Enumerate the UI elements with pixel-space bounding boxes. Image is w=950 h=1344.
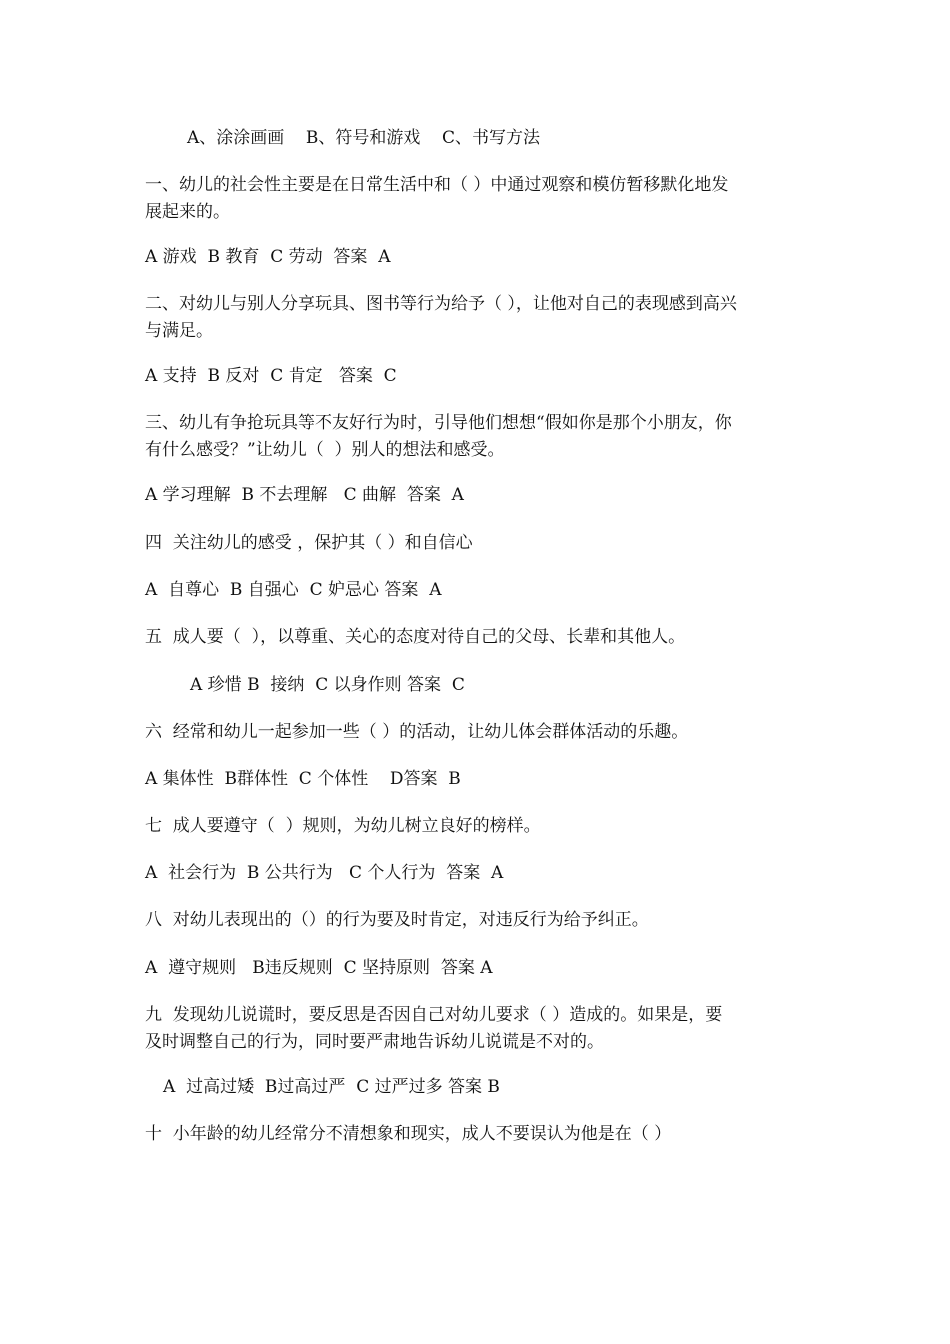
answer-8: A 遵守规则 B违反规则 C 坚持原则 答案 A — [145, 958, 493, 978]
question-9-line-2: 及时调整自己的行为，同时要严肃地告诉幼儿说谎是不对的。 — [145, 1032, 604, 1052]
answer-9: A 过高过矮 B过高过严 C 过严过多 答案 B — [163, 1077, 500, 1097]
answer-5: A 珍惜 B 接纳 C 以身作则 答案 C — [190, 675, 465, 695]
question-2-line-1: 二、对幼儿与别人分享玩具、图书等行为给予（ ），让他对自己的表现感到高兴 — [145, 294, 737, 314]
question-1 — [145, 172, 810, 226]
question-2-line-2: 与满足。 — [145, 321, 213, 341]
answer-1: A 游戏 B 教育 C 劳动 答案 A — [145, 247, 391, 267]
question-7: 七 成人要遵守（ ）规则，为幼儿树立良好的榜样。 — [145, 816, 541, 836]
question-6: 六 经常和幼儿一起参加一些（ ）的活动，让幼儿体会群体活动的乐趣。 — [145, 722, 689, 742]
question-3-line-1: 三、幼儿有争抢玩具等不友好行为时，引导他们想想“假如你是那个小朋友，你 — [145, 413, 732, 433]
options-line-top: A、涂涂画画 B、符号和游戏 C、书写方法 — [187, 128, 541, 148]
question-8: 八 对幼儿表现出的（）的行为要及时肯定，对违反行为给予纠正。 — [145, 910, 649, 930]
question-9-line-1: 九 发现幼儿说谎时，要反思是否因自己对幼儿要求（ ）造成的。如果是，要 — [145, 1005, 723, 1025]
answer-7: A 社会行为 B 公共行为 C 个人行为 答案 A — [145, 863, 504, 883]
question-3-line-2: 有什么感受？”让幼儿（ ）别人的想法和感受。 — [145, 440, 505, 460]
question-2 — [145, 291, 810, 345]
answer-6: A 集体性 B群体性 C 个体性 D答案 B — [145, 769, 461, 789]
question-3 — [145, 410, 810, 464]
question-9 — [145, 1002, 810, 1056]
question-4: 四 关注幼儿的感受 ，保护其（ ）和自信心 — [145, 533, 473, 553]
answer-2: A 支持 B 反对 C 肯定 答案 C — [145, 366, 397, 386]
question-1-line-1: 一、幼儿的社会性主要是在日常生活中和（ ）中通过观察和模仿暂移默化地发 — [145, 175, 729, 195]
question-1-line-2: 展起来的。 — [145, 202, 230, 222]
question-5: 五 成人要（ ），以尊重、关心的态度对待自己的父母、长辈和其他人。 — [145, 627, 686, 647]
answer-3: A 学习理解 B 不去理解 C 曲解 答案 A — [145, 485, 464, 505]
answer-4: A 自尊心 B 自强心 C 妒忌心 答案 A — [145, 580, 442, 600]
question-10: 十 小年龄的幼儿经常分不清想象和现实，成人不要误认为他是在（ ） — [145, 1124, 672, 1144]
